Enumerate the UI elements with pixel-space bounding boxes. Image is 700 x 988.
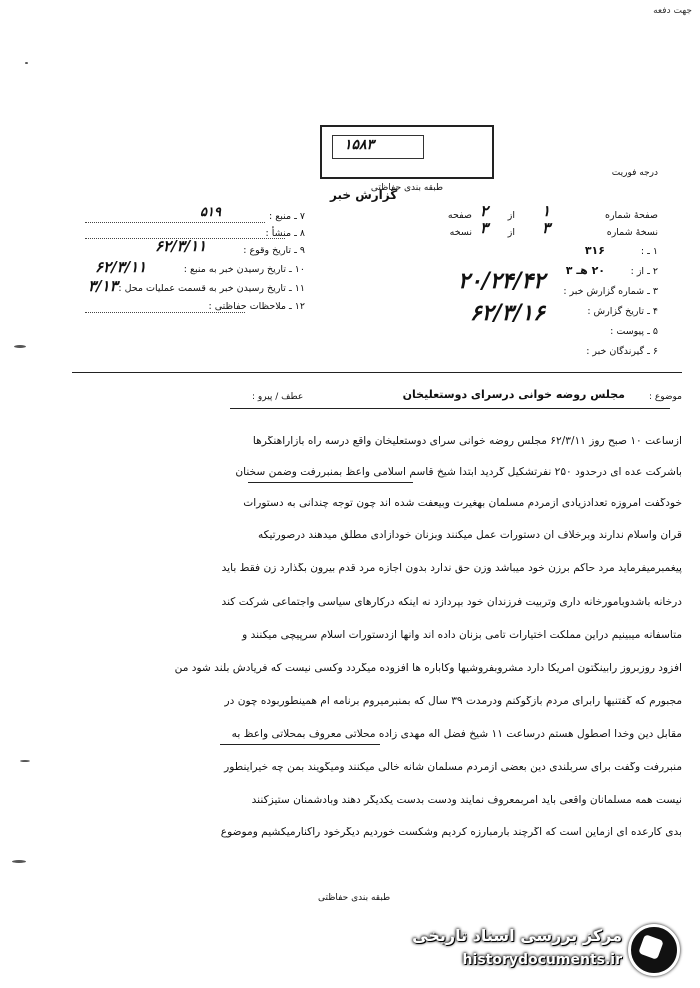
header-divider [72, 372, 682, 373]
watermark [400, 918, 680, 978]
field-2-value: ۲۰ هـ ۳ [565, 264, 605, 277]
body-line: قران واسلام ندارند وبرخلاف آن دستورات عمل میکنند وبزنان خودآزادی مطلق میدهند درصورتیکه [257, 530, 682, 541]
scan-speck [25, 62, 28, 64]
scan-speck [12, 860, 26, 863]
subject-text: مجلس روضه خوانی درسرای دوستعلیخان [402, 388, 625, 401]
body-line: افزود روزبروز رابینگتون آمریکا دارد مشروبفروشیها وکاباره ها افزوده میگردد وکسی نیست که فریادش بلند شود من [174, 663, 682, 674]
attachment-label: ۵ ـ پیوست : [610, 326, 658, 337]
origin-label: ۸ ـ منشأ : [265, 228, 305, 239]
page-number-value: ۱ [541, 202, 550, 220]
stamp-number: ۱۵۸۳ [344, 137, 375, 153]
copy-of-label: از [507, 227, 515, 238]
source-received-date-label: ۱۰ ـ تاریخ رسیدن خبر به منبع : [183, 264, 305, 275]
body-line: ازساعت ۱۰ صبح روز ۶۲/۳/۱۱ مجلس روضه خوانی سرای دوستعلیخان واقع درسه راه بازارآهنگرها [252, 436, 682, 447]
body-line: منبررفت وگفت برای سربلندی دین بعضی ازمردم مسلمان شانه خالی میکنند ومیگویند بمن چه خیراینطور [224, 762, 682, 773]
report-title: گزارش خبر [330, 188, 398, 202]
copy-number-value: ۳ [541, 219, 550, 237]
body-line: باشرکت عده ای درحدود ۲۵۰ نفرتشکیل گردید ابتدا شیخ قاسم اسلامی واعظ بمنبررفت وضمن سخنان [235, 467, 682, 478]
source-received-date-value: ۶۲/۳/۱۱ [95, 258, 147, 276]
occurrence-date-label: ۹ ـ تاریخ وقوع : [243, 245, 305, 256]
field-1-label: ۱ ـ : [640, 246, 658, 257]
priority-label: درجه فوریت [611, 168, 658, 178]
field-2-label: ۲ ـ از : [630, 266, 658, 277]
copy-total-value: ۳ [479, 219, 488, 237]
page-number-label: صفحهٔ شماره [604, 210, 658, 221]
page-unit-label: صفحه [447, 210, 472, 221]
underline-mark [248, 482, 413, 483]
security-notes-label: ۱۲ ـ ملاحظات حفاظتی : [208, 301, 305, 312]
watermark-url[interactable]: historydocuments.ir [462, 952, 622, 968]
source-value: ۵۱۹ [200, 205, 221, 220]
body-line: نیست همه مسلمانان واقعی باید امربمعروف نمایند ودست بدست یکدیگر دهند وبادشمنان ستیزکنند [251, 795, 682, 806]
subject-label: موضوع : [648, 392, 682, 402]
classification-stamp [320, 125, 494, 193]
report-number-value: ۲۰/۲۴/۴۲ [458, 268, 545, 294]
field-1-value: ۳۱۶ [584, 244, 605, 257]
body-line: درخانه باشدوبامورخانه داری وتربیت فرزندان خود بپردازد نه اینکه درکارهای سیاسی واجتماعی شرکت کند [221, 597, 682, 608]
subject-divider [230, 408, 670, 409]
reference-label: عطف / پیرو : [252, 392, 304, 402]
ops-received-date-label: ۱۱ ـ تاریخ رسیدن خبر به قسمت عملیات محل : [118, 283, 305, 294]
stamp-caption: طبقه بندی حفاظتی [370, 183, 444, 193]
body-line: بدی کارعده ای ازماین است که اگرچند بارمبارزه کردیم وشکست خوردیم دیگرخود راکنارمیکشیم وموضوع [220, 827, 682, 838]
corner-note: جهت دفعه [653, 6, 692, 16]
copy-number-label: نسخهٔ شماره [606, 227, 658, 238]
occurrence-date-value: ۶۲/۳/۱۱ [155, 237, 207, 255]
body-line: پیغمبرمیفرماید مرد حاکم برزن خود میباشد وزن حق ندارد بدون اجازه مرد قدم بیرون بگذارد زن فقط باید [221, 563, 682, 574]
body-line: خودگفت امروزه تعدادزیادی ازمردم مسلمان بهغیرت وبیعفت شده اند چون توجه چندانی به دستورات [243, 498, 682, 509]
ops-received-date-value: ۳/۱۳ [88, 277, 118, 295]
archive-logo-icon [628, 924, 680, 976]
copy-unit-label: نسخه [449, 227, 472, 238]
report-date-label: ۴ ـ تاریخ گزارش : [587, 306, 658, 317]
underline-mark [220, 744, 380, 745]
scan-speck [14, 345, 26, 348]
footer-classification: طبقه بندی حفاظتی [318, 893, 391, 903]
watermark-title: مرکز بررسی اسناد تاریخی [412, 926, 622, 945]
report-date-value: ۶۲/۳/۱۶ [469, 300, 545, 326]
body-line: مقابل دین وخدا اصطول هستم درساعت ۱۱ شیخ فضل اله مهدی زاده محلاتی معروف بمحلاتی واعظ به [231, 729, 682, 740]
body-line: متاسفانه میبینیم دراین مملکت اختیارات تامی بزنان داده اند وآنها ازدستورات اسلام سرپیچی میکنند و [242, 630, 682, 641]
page-total-value: ۲ [479, 202, 488, 220]
body-line: مجبورم که گفتنیها رابرای مردم بازگوکنم ودرمدت ۳۹ سال که بمنبرمیروم برنامه ام همینطوربوده چون در [224, 696, 682, 707]
recipients-label: ۶ ـ گیرندگان خبر : [586, 346, 658, 357]
page-of-label: از [507, 210, 515, 221]
source-label: ۷ ـ منبع : [268, 211, 305, 222]
report-number-label: ۳ ـ شماره گزارش خبر : [563, 286, 658, 297]
